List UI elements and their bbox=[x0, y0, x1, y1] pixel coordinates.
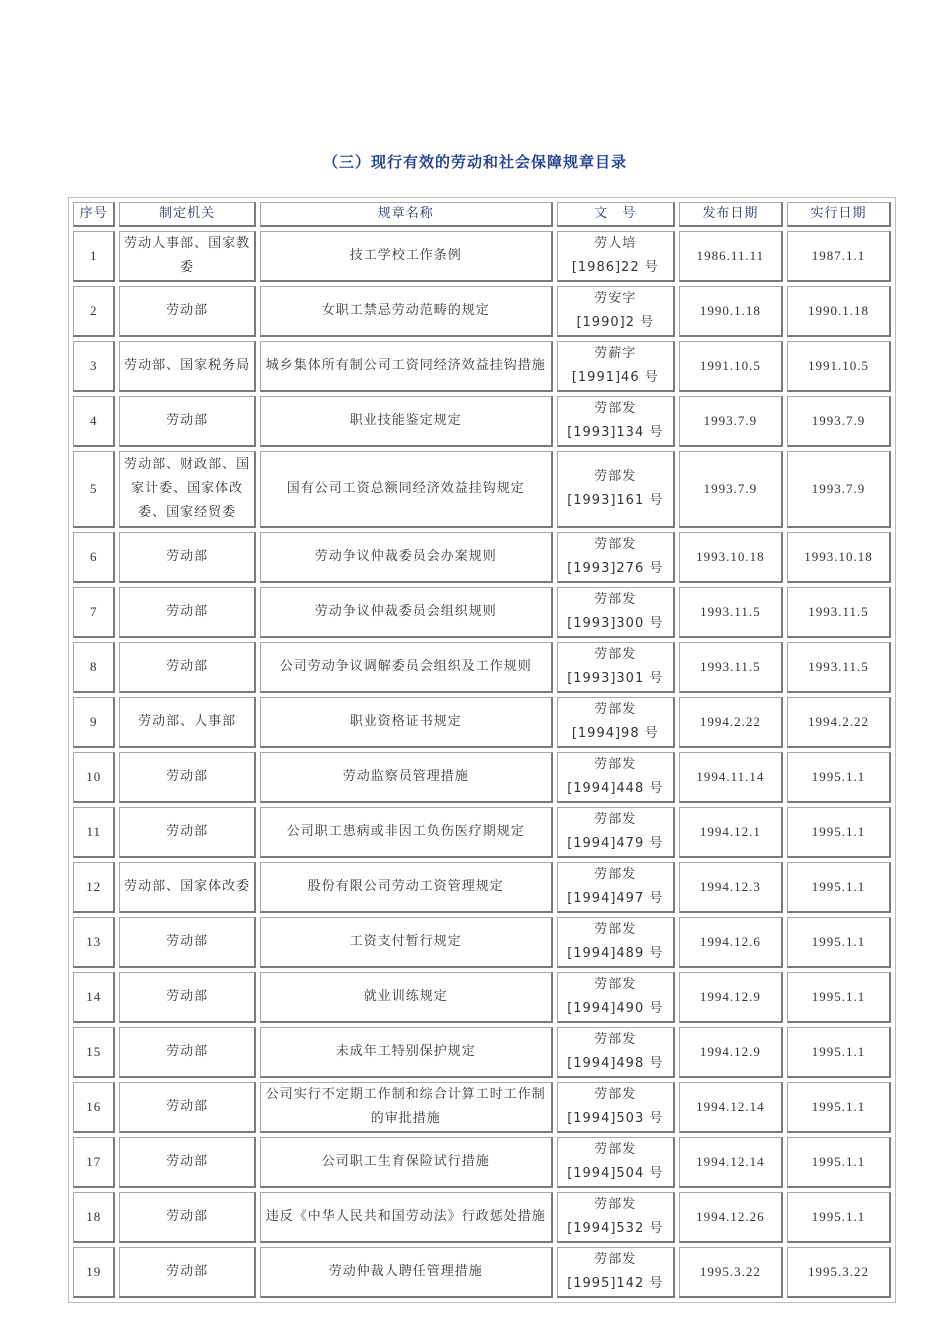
cell-issued-date: 1990.1.18 bbox=[679, 286, 783, 337]
table-row bbox=[73, 752, 891, 803]
cell-issued-date: 1994.12.9 bbox=[679, 1027, 783, 1078]
table-row bbox=[73, 587, 891, 638]
doc-no-prefix: 劳部发 bbox=[594, 1252, 637, 1267]
cell-agency: 劳动部 bbox=[119, 1247, 255, 1298]
cell-issued-date: 1994.12.14 bbox=[679, 1082, 783, 1133]
cell-no: 6 bbox=[73, 532, 115, 583]
cell-regulation-name: 劳动仲裁人聘任管理措施 bbox=[260, 1247, 553, 1298]
cell-doc-no bbox=[557, 752, 675, 803]
doc-no-number: [1994]497 号 bbox=[567, 891, 664, 906]
cell-issued-date: 1994.12.1 bbox=[679, 807, 783, 858]
doc-no-number: [1994]448 号 bbox=[567, 781, 664, 796]
cell-issued-date: 1986.11.11 bbox=[679, 231, 783, 282]
doc-no-number: [1993]276 号 bbox=[567, 561, 664, 576]
cell-effective-date: 1995.1.1 bbox=[787, 752, 891, 803]
table-body bbox=[73, 231, 891, 1298]
cell-issued-date: 1993.11.5 bbox=[679, 642, 783, 693]
doc-no-number: [1994]98 号 bbox=[571, 726, 659, 741]
cell-regulation-name: 公司劳动争议调解委员会组织及工作规则 bbox=[260, 642, 553, 693]
cell-doc-no bbox=[557, 697, 675, 748]
doc-no-prefix: 劳部发 bbox=[594, 592, 637, 607]
cell-regulation-name: 违反《中华人民共和国劳动法》行政惩处措施 bbox=[260, 1192, 553, 1243]
cell-doc-no bbox=[557, 532, 675, 583]
cell-agency: 劳动部 bbox=[119, 807, 255, 858]
doc-no-number: [1993]134 号 bbox=[567, 425, 664, 440]
page-title: （三）现行有效的劳动和社会保障规章目录 bbox=[322, 153, 627, 171]
cell-no: 17 bbox=[73, 1137, 115, 1188]
cell-doc-no bbox=[557, 642, 675, 693]
doc-no-number: [1994]490 号 bbox=[567, 1001, 664, 1016]
cell-agency: 劳动部 bbox=[119, 532, 255, 583]
cell-doc-no bbox=[557, 286, 675, 337]
cell-issued-date: 1994.2.22 bbox=[679, 697, 783, 748]
cell-agency: 劳动部 bbox=[119, 917, 255, 968]
cell-regulation-name: 职业资格证书规定 bbox=[260, 697, 553, 748]
table-row bbox=[73, 341, 891, 392]
cell-issued-date: 1994.12.26 bbox=[679, 1192, 783, 1243]
doc-no-prefix: 劳部发 bbox=[594, 401, 637, 416]
cell-doc-no bbox=[557, 1137, 675, 1188]
cell-effective-date: 1993.7.9 bbox=[787, 396, 891, 447]
cell-issued-date: 1993.11.5 bbox=[679, 587, 783, 638]
cell-agency: 劳动人事部、国家教委 bbox=[119, 231, 255, 282]
cell-no: 9 bbox=[73, 697, 115, 748]
doc-no-prefix: 劳部发 bbox=[594, 1142, 637, 1157]
doc-no-prefix: 劳部发 bbox=[594, 537, 637, 552]
cell-no: 4 bbox=[73, 396, 115, 447]
cell-issued-date: 1995.3.22 bbox=[679, 1247, 783, 1298]
cell-agency: 劳动部 bbox=[119, 396, 255, 447]
cell-agency: 劳动部 bbox=[119, 752, 255, 803]
table-header-row bbox=[73, 202, 891, 227]
doc-no-prefix: 劳部发 bbox=[594, 867, 637, 882]
cell-effective-date: 1991.10.5 bbox=[787, 341, 891, 392]
cell-agency: 劳动部 bbox=[119, 1082, 255, 1133]
doc-no-prefix: 劳部发 bbox=[594, 647, 637, 662]
cell-effective-date: 1995.1.1 bbox=[787, 1137, 891, 1188]
doc-no-prefix: 劳部发 bbox=[594, 1032, 637, 1047]
cell-agency: 劳动部、人事部 bbox=[119, 697, 255, 748]
cell-regulation-name: 公司职工生育保险试行措施 bbox=[260, 1137, 553, 1188]
cell-no: 14 bbox=[73, 972, 115, 1023]
doc-no-prefix: 劳人培 bbox=[594, 236, 637, 251]
doc-no-number: [1993]301 号 bbox=[567, 671, 664, 686]
doc-no-prefix: 劳部发 bbox=[594, 702, 637, 717]
cell-doc-no bbox=[557, 396, 675, 447]
doc-no-number: [1994]489 号 bbox=[567, 946, 664, 961]
cell-issued-date: 1993.7.9 bbox=[679, 396, 783, 447]
cell-doc-no bbox=[557, 917, 675, 968]
doc-no-number: [1991]46 号 bbox=[571, 370, 659, 385]
cell-doc-no bbox=[557, 972, 675, 1023]
doc-no-prefix: 劳部发 bbox=[594, 757, 637, 772]
cell-no: 11 bbox=[73, 807, 115, 858]
cell-regulation-name: 公司职工患病或非因工负伤医疗期规定 bbox=[260, 807, 553, 858]
table-row bbox=[73, 642, 891, 693]
doc-no-number: [1994]503 号 bbox=[567, 1111, 664, 1126]
cell-effective-date: 1993.7.9 bbox=[787, 451, 891, 528]
table-row bbox=[73, 451, 891, 528]
cell-effective-date: 1993.10.18 bbox=[787, 532, 891, 583]
doc-no-prefix: 劳部发 bbox=[594, 1197, 637, 1212]
cell-regulation-name: 技工学校工作条例 bbox=[260, 231, 553, 282]
cell-issued-date: 1994.12.14 bbox=[679, 1137, 783, 1188]
cell-agency: 劳动部 bbox=[119, 1137, 255, 1188]
cell-no: 2 bbox=[73, 286, 115, 337]
cell-effective-date: 1995.1.1 bbox=[787, 917, 891, 968]
cell-no: 1 bbox=[73, 231, 115, 282]
table-row bbox=[73, 1247, 891, 1298]
table-row bbox=[73, 286, 891, 337]
cell-effective-date: 1987.1.1 bbox=[787, 231, 891, 282]
doc-no-prefix: 劳部发 bbox=[594, 469, 637, 484]
cell-regulation-name: 国有公司工资总额同经济效益挂钩规定 bbox=[260, 451, 553, 528]
cell-doc-no bbox=[557, 341, 675, 392]
cell-agency: 劳动部 bbox=[119, 642, 255, 693]
cell-doc-no bbox=[557, 807, 675, 858]
cell-issued-date: 1994.11.14 bbox=[679, 752, 783, 803]
cell-doc-no bbox=[557, 451, 675, 528]
table-row bbox=[73, 532, 891, 583]
doc-no-number: [1993]161 号 bbox=[567, 493, 664, 508]
doc-no-prefix: 劳薪字 bbox=[594, 346, 637, 361]
table-row bbox=[73, 862, 891, 913]
cell-issued-date: 1994.12.6 bbox=[679, 917, 783, 968]
cell-doc-no bbox=[557, 1027, 675, 1078]
header-doc-no: 文 号 bbox=[557, 202, 675, 227]
cell-issued-date: 1994.12.3 bbox=[679, 862, 783, 913]
table-row bbox=[73, 917, 891, 968]
table-row bbox=[73, 807, 891, 858]
cell-no: 16 bbox=[73, 1082, 115, 1133]
cell-doc-no bbox=[557, 1082, 675, 1133]
cell-no: 15 bbox=[73, 1027, 115, 1078]
cell-effective-date: 1995.1.1 bbox=[787, 1082, 891, 1133]
cell-regulation-name: 未成年工特别保护规定 bbox=[260, 1027, 553, 1078]
cell-doc-no bbox=[557, 862, 675, 913]
cell-no: 12 bbox=[73, 862, 115, 913]
cell-no: 5 bbox=[73, 451, 115, 528]
cell-effective-date: 1995.1.1 bbox=[787, 807, 891, 858]
doc-no-prefix: 劳安字 bbox=[594, 291, 637, 306]
cell-issued-date: 1991.10.5 bbox=[679, 341, 783, 392]
cell-regulation-name: 女职工禁忌劳动范畴的规定 bbox=[260, 286, 553, 337]
header-effective-date: 实行日期 bbox=[787, 202, 891, 227]
cell-regulation-name: 劳动监察员管理措施 bbox=[260, 752, 553, 803]
doc-no-number: [1994]504 号 bbox=[567, 1166, 664, 1181]
table-row bbox=[73, 1027, 891, 1078]
cell-no: 8 bbox=[73, 642, 115, 693]
doc-no-prefix: 劳部发 bbox=[594, 922, 637, 937]
doc-no-number: [1994]532 号 bbox=[567, 1221, 664, 1236]
cell-issued-date: 1993.10.18 bbox=[679, 532, 783, 583]
doc-no-number: [1994]498 号 bbox=[567, 1056, 664, 1071]
cell-effective-date: 1995.1.1 bbox=[787, 1027, 891, 1078]
cell-regulation-name: 股份有限公司劳动工资管理规定 bbox=[260, 862, 553, 913]
cell-agency: 劳动部 bbox=[119, 587, 255, 638]
cell-no: 3 bbox=[73, 341, 115, 392]
cell-doc-no bbox=[557, 231, 675, 282]
table-row bbox=[73, 396, 891, 447]
cell-regulation-name: 职业技能鉴定规定 bbox=[260, 396, 553, 447]
doc-no-number: [1995]142 号 bbox=[567, 1276, 664, 1291]
cell-doc-no bbox=[557, 587, 675, 638]
header-name: 规章名称 bbox=[260, 202, 553, 227]
regulations-table bbox=[69, 198, 895, 1302]
doc-no-prefix: 劳部发 bbox=[594, 812, 637, 827]
cell-regulation-name: 公司实行不定期工作制和综合计算工时工作制的审批措施 bbox=[260, 1082, 553, 1133]
cell-agency: 劳动部、国家体改委 bbox=[119, 862, 255, 913]
cell-effective-date: 1993.11.5 bbox=[787, 642, 891, 693]
table-row bbox=[73, 697, 891, 748]
cell-effective-date: 1995.1.1 bbox=[787, 1192, 891, 1243]
header-no: 序号 bbox=[73, 202, 115, 227]
table-row bbox=[73, 1137, 891, 1188]
cell-effective-date: 1995.1.1 bbox=[787, 972, 891, 1023]
table-row bbox=[73, 1192, 891, 1243]
doc-no-number: [1986]22 号 bbox=[571, 260, 659, 275]
cell-no: 7 bbox=[73, 587, 115, 638]
cell-effective-date: 1994.2.22 bbox=[787, 697, 891, 748]
header-issued-date: 发布日期 bbox=[679, 202, 783, 227]
doc-no-prefix: 劳部发 bbox=[594, 977, 637, 992]
cell-regulation-name: 就业训练规定 bbox=[260, 972, 553, 1023]
table-row bbox=[73, 231, 891, 282]
cell-issued-date: 1994.12.9 bbox=[679, 972, 783, 1023]
cell-effective-date: 1995.1.1 bbox=[787, 862, 891, 913]
cell-doc-no bbox=[557, 1192, 675, 1243]
cell-no: 13 bbox=[73, 917, 115, 968]
cell-doc-no bbox=[557, 1247, 675, 1298]
doc-no-number: [1993]300 号 bbox=[567, 616, 664, 631]
cell-agency: 劳动部 bbox=[119, 1027, 255, 1078]
table-row bbox=[73, 972, 891, 1023]
cell-effective-date: 1993.11.5 bbox=[787, 587, 891, 638]
cell-agency: 劳动部 bbox=[119, 286, 255, 337]
cell-issued-date: 1993.7.9 bbox=[679, 451, 783, 528]
cell-agency: 劳动部 bbox=[119, 972, 255, 1023]
header-agency: 制定机关 bbox=[119, 202, 255, 227]
cell-agency: 劳动部 bbox=[119, 1192, 255, 1243]
cell-agency: 劳动部、财政部、国家计委、国家体改委、国家经贸委 bbox=[119, 451, 255, 528]
cell-effective-date: 1990.1.18 bbox=[787, 286, 891, 337]
cell-regulation-name: 劳动争议仲裁委员会组织规则 bbox=[260, 587, 553, 638]
table-row bbox=[73, 1082, 891, 1133]
cell-effective-date: 1995.3.22 bbox=[787, 1247, 891, 1298]
cell-agency: 劳动部、国家税务局 bbox=[119, 341, 255, 392]
cell-regulation-name: 劳动争议仲裁委员会办案规则 bbox=[260, 532, 553, 583]
doc-no-prefix: 劳部发 bbox=[594, 1087, 637, 1102]
cell-regulation-name: 城乡集体所有制公司工资同经济效益挂钩措施 bbox=[260, 341, 553, 392]
doc-no-number: [1990]2 号 bbox=[576, 315, 655, 330]
cell-no: 18 bbox=[73, 1192, 115, 1243]
cell-no: 10 bbox=[73, 752, 115, 803]
cell-no: 19 bbox=[73, 1247, 115, 1298]
cell-regulation-name: 工资支付暂行规定 bbox=[260, 917, 553, 968]
regulations-table-frame bbox=[68, 197, 896, 1303]
doc-no-number: [1994]479 号 bbox=[567, 836, 664, 851]
